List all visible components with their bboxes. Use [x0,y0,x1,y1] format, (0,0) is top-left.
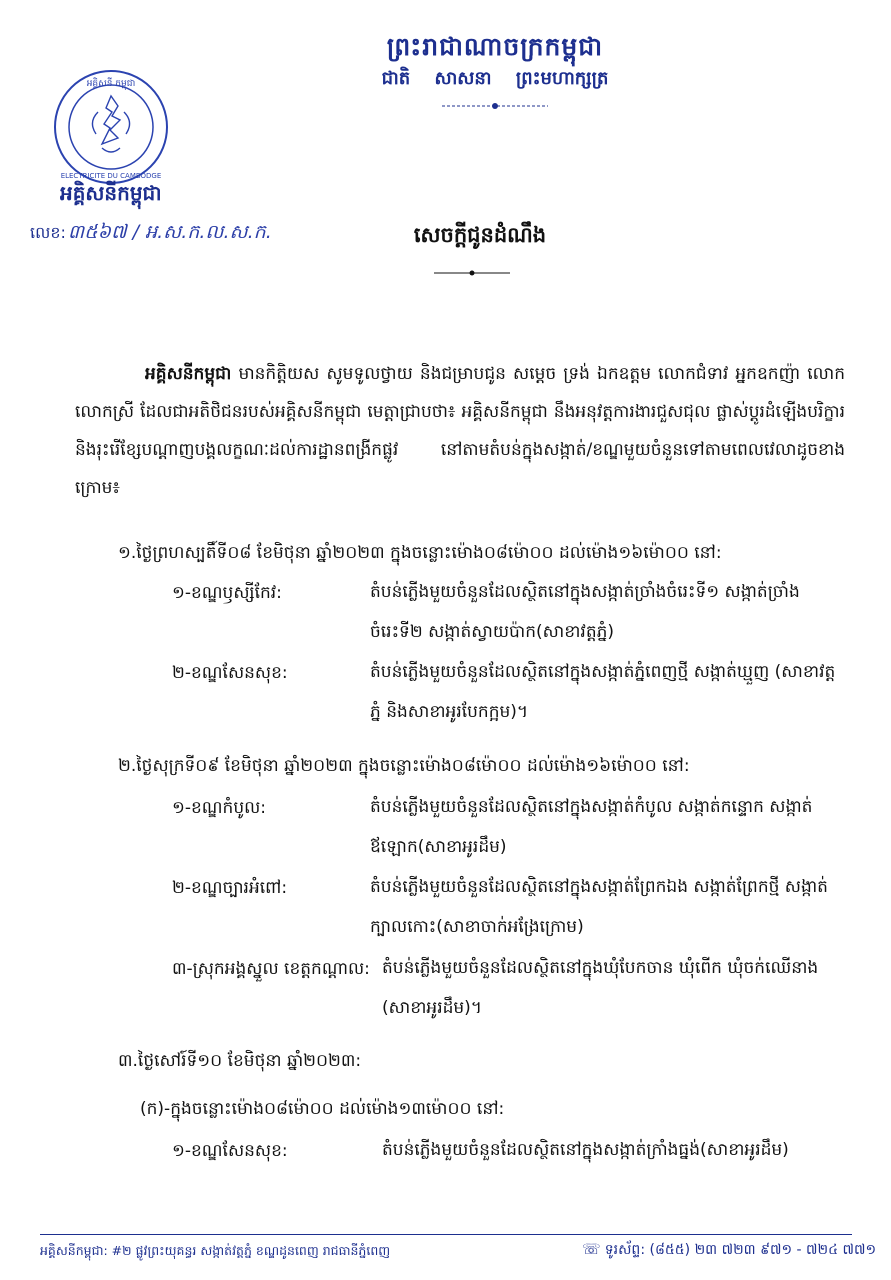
day2-item3-desc: តំបន់ភ្លើងមួយចំនួនដែលស្ថិតនៅក្នុងឃុំបែកចាន ឃុំពើក ឃុំចក់ឈើនាង (សាខាអូរដឹម)។ [382,958,819,1018]
reference-number [30,220,272,248]
svg-text:អគ្គិសនី កម្ពុជា: អគ្គិសនី កម្ពុជា [86,79,136,89]
day3-item1-desc: តំបន់ភ្លើងមួយចំនួនដែលស្ថិតនៅក្នុងសង្កាត់ក្រាំងធ្នង់(សាខាអូរដឹម) [382,1140,789,1160]
intro-lead: អគ្គិសនីកម្ពុជា [145,364,232,384]
day1-item2-label: ២-ខណ្ឌសែនសុខ: [172,663,288,683]
day2-item2-label: ២-ខណ្ឌច្បារអំពៅ: [172,878,288,898]
schedule-day-3-sub: (ក)-ក្នុងចន្លោះម៉ោង០៨ម៉ោ០០ ដល់ម៉ោង១៣ម៉ោ០០ នៅ: [140,1099,505,1119]
national-motto: ជាតិ សាសនា ព្រះមហាក្សត្រ [381,68,609,89]
title-flourish-icon [432,266,512,282]
day2-item1-label: ១-ខណ្ឌកំបូល: [172,798,267,818]
day1-item1-label: ១-ខណ្ឌឫស្សីកែវ: [172,583,282,603]
intro-paragraph [75,355,845,507]
footer-phone [582,1240,876,1261]
footer-divider [40,1234,852,1235]
day3-item1-label: ១-ខណ្ឌសែនសុខ: [172,1141,288,1161]
day2-item1-desc: តំបន់ភ្លើងមួយចំនួនដែលស្ថិតនៅក្នុងសង្កាត់កំបូល សង្កាត់កន្ទោក សង្កាត់ឪឡោក(សាខាអូរដឹម) [370,797,813,857]
footer-phone-number: ទូរស័ព្ទ: (៨៥៥) ២៣ ៧២៣ ៩៧១ - ៧២៤ ៧៧១ [604,1242,877,1258]
day1-item2-desc: តំបន់ភ្លើងមួយចំនួនដែលស្ថិតនៅក្នុងសង្កាត់ភ្នំពេញថ្មី សង្កាត់ឃ្មួញ (សាខាវត្តភ្នំ និងសាខាអូរបែកក្អម)។ [370,662,836,722]
reference-value: ៣៥៦៧ / អ.ស.ក.ល.ស.ក. [67,221,272,243]
day2-item3-label: ៣-ស្រុកអង្គស្នួល ខេត្តកណ្តាល: [172,959,370,979]
org-name: អគ្គិសនីកម្ពុជា [60,181,162,205]
schedule-day-2: ២.ថ្ងៃសុក្រទី០៩ ខែមិថុនា ឆ្នាំ២០២៣ ក្នុងចន្លោះម៉ោង០៨ម៉ោ០០ ដល់ម៉ោង១៦ម៉ោ០០ នៅ: [118,756,690,776]
svg-text:ELECTRICITE DU CAMBODGE: ELECTRICITE DU CAMBODGE [60,172,162,180]
day1-item1-desc: តំបន់ភ្លើងមួយចំនួនដែលស្ថិតនៅក្នុងសង្កាត់ច្រាំងចំរេះទី១ សង្កាត់ច្រាំងចំរេះទី២ សង្កាត់ស្វាយប៉ាក(សាខាវត្តភ្នំ) [370,582,800,642]
edc-seal-logo [52,68,170,186]
phone-icon: ☏ [582,1240,601,1258]
day2-item2-desc: តំបន់ភ្លើងមួយចំនួនដែលស្ថិតនៅក្នុងសង្កាត់ព្រែកឯង សង្កាត់ព្រែកថ្មី សង្កាត់ក្បាលកោះ(សាខាចាក់អង្រែក្រោម) [370,877,828,937]
header-flourish-icon [440,100,550,116]
schedule-day-3: ៣.ថ្ងៃសៅរ៍ទី១០ ខែមិថុនា ឆ្នាំ២០២៣: [118,1051,362,1071]
intro-text: មានកិត្តិយស សូមទូលថ្វាយ និងជម្រាបជូន សម្តេច ទ្រង់ ឯកឧត្តម លោកជំទាវ អ្នកឧកញ៉ា លោក លោកស្រី ដែលជាអតិថិជនរបស់អគ្គិសនីកម្ពុជា មេត្តាជ្រាបថា៖ អគ្គិសនីកម្ពុជា នឹងអនុវត្តការងារជួសជុល ផ្លាស់ប្តូរដំឡើងបរិក្ខារ និងរុះរើខ្សែបណ្តាញបង្គលក្ខណៈដល់ការដ្ឋានពង្រីកផ្លូវ នៅតាមតំបន់ក្នុងសង្កាត់/ខណ្ឌមួយចំនួនទៅតាមពេលវេលាដូចខាងក្រោម៖ [75,364,845,498]
schedule-day-1: ១.ថ្ងៃព្រហស្បតិ៍ទី០៨ ខែមិថុនា ឆ្នាំ២០២៣ ក្នុងចន្លោះម៉ោង០៨ម៉ោ០០ ដល់ម៉ោង១៦ម៉ោ០០ នៅ: [118,543,722,563]
footer-address: អគ្គិសនីកម្ពុជា: #២ ផ្លូវព្រះយុគន្ធរ សង្កាត់វត្តភ្នំ ខណ្ឌដូនពេញ រាជធានីភ្នំពេញ [40,1243,391,1258]
document-title: សេចក្តីជូនដំណឹង [413,223,547,247]
reference-label: លេខ: [30,223,66,242]
kingdom-heading: ព្រះរាជាណាចក្រកម្ពុជា [386,32,604,61]
